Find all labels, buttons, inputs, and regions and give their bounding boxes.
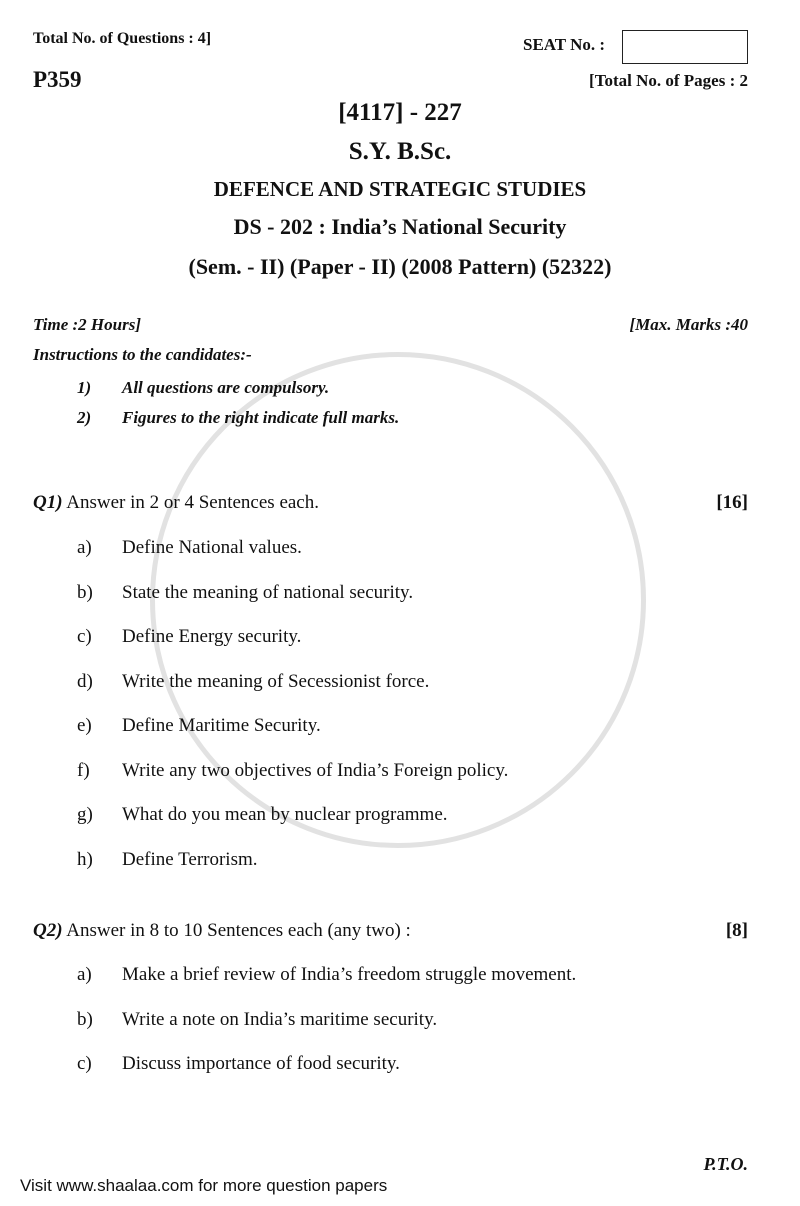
item-label: e) bbox=[77, 715, 92, 736]
item-label: c) bbox=[77, 626, 92, 647]
item-label: h) bbox=[77, 848, 93, 870]
instruction-num: 1) bbox=[77, 378, 92, 397]
item-text: Define National values. bbox=[122, 537, 302, 558]
item-text: Discuss importance of food security. bbox=[122, 1053, 400, 1074]
item-text: Make a brief review of India’s freedom struggle movement. bbox=[122, 964, 577, 985]
total-pages: [Total No. of Pages : 2 bbox=[589, 71, 748, 90]
instruction-text: All questions are compulsory. bbox=[122, 378, 330, 397]
seat-no-label: SEAT No. : bbox=[523, 35, 606, 54]
item-label: b) bbox=[77, 581, 93, 603]
item-text: What do you mean by nuclear programme. bbox=[122, 804, 448, 825]
item-label: g) bbox=[77, 804, 93, 825]
question-marks: [8] bbox=[725, 920, 748, 941]
footer-visit-link[interactable]: Visit www.shaalaa.com for more question papers bbox=[20, 1176, 388, 1195]
subject: DEFENCE AND STRATEGIC STUDIES bbox=[213, 177, 587, 201]
instruction-num: 2) bbox=[77, 408, 92, 427]
question-text: Answer in 2 or 4 Sentences each. bbox=[66, 492, 319, 513]
question-marks: [16] bbox=[716, 492, 748, 513]
max-marks: [Max. Marks :40 bbox=[629, 315, 748, 334]
seat-no-box bbox=[622, 30, 748, 64]
item-text: Write the meaning of Secessionist force. bbox=[122, 670, 430, 692]
item-label: a) bbox=[77, 537, 92, 558]
question-2 bbox=[33, 920, 411, 942]
exam-code: [4117] - 227 bbox=[338, 99, 462, 126]
item-label: d) bbox=[77, 670, 93, 692]
item-text: State the meaning of national security. bbox=[122, 581, 414, 603]
instructions-heading: Instructions to the candidates:- bbox=[33, 345, 252, 364]
time: Time :2 Hours] bbox=[33, 315, 141, 334]
item-text: Define Maritime Security. bbox=[122, 715, 321, 736]
question-number: Q1) bbox=[33, 492, 63, 513]
paper-details: (Sem. - II) (Paper - II) (2008 Pattern) (52322) bbox=[188, 254, 612, 279]
item-label: b) bbox=[77, 1008, 93, 1030]
paper-title: DS - 202 : India’s National Security bbox=[233, 214, 567, 239]
course: S.Y. B.Sc. bbox=[348, 138, 452, 165]
item-label: f) bbox=[77, 759, 90, 781]
item-text: Define Terrorism. bbox=[122, 848, 258, 870]
item-text: Define Energy security. bbox=[122, 626, 302, 647]
question-1 bbox=[33, 492, 319, 514]
item-text: Write any two objectives of India’s Foreign policy. bbox=[122, 759, 509, 781]
question-number: Q2) bbox=[33, 920, 63, 941]
item-label: c) bbox=[77, 1053, 92, 1074]
question-text: Answer in 8 to 10 Sentences each (any two) : bbox=[66, 920, 411, 941]
item-label: a) bbox=[77, 964, 92, 985]
pto: P.T.O. bbox=[703, 1154, 748, 1174]
instruction-text: Figures to the right indicate full marks. bbox=[122, 408, 400, 427]
total-questions: Total No. of Questions : 4] bbox=[33, 30, 212, 47]
item-text: Write a note on India’s maritime security. bbox=[122, 1008, 438, 1030]
paper-code: P359 bbox=[33, 67, 82, 92]
